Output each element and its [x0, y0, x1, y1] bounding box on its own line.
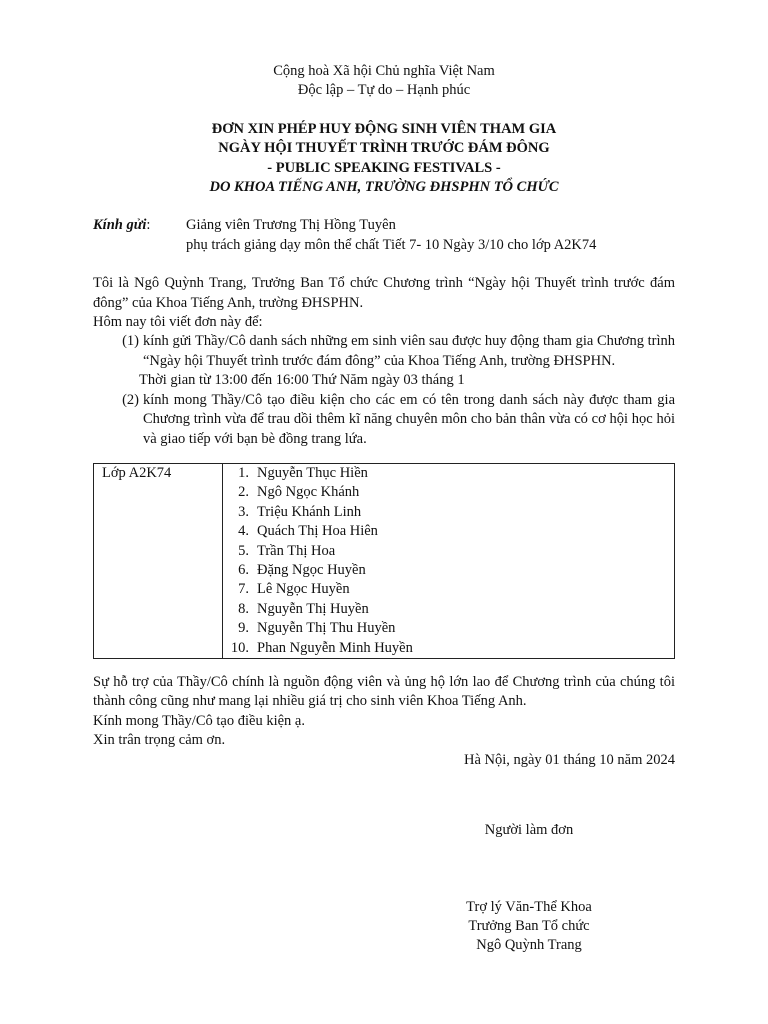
nation-header: Cộng hoà Xã hội Chủ nghĩa Việt Nam [273, 63, 495, 79]
table-row: 8. Nguyễn Thị Huyền [238, 600, 369, 617]
salutation-body [186, 216, 596, 255]
salutation [93, 216, 675, 255]
title-line-2: NGÀY HỘI THUYẾT TRÌNH TRƯỚC ĐÁM ĐÔNG [218, 140, 550, 157]
intro-paragraph: Tôi là Ngô Quỳnh Trang, Trưởng Ban Tổ chức Chương trình “Ngày hội Thuyết trình trước đám đông” của Khoa Tiếng Anh, trường ĐHSPHN. [93, 275, 675, 311]
signer-name: Ngô Quỳnh Trang [476, 937, 582, 953]
signer-title-1: Trợ lý Văn-Thể Khoa [466, 899, 592, 915]
table-row: 6. Đặng Ngọc Huyền [238, 561, 366, 578]
closing-paragraph: Sự hỗ trợ của Thầy/Cô chính là nguồn động viên và ủng hộ lớn lao để Chương trình của chúng tôi thành công cũng như mang lại nhiều giá trị cho sinh viên Khoa Tiếng Anh. [93, 673, 675, 710]
closing-request: Kính mong Thầy/Cô tạo điều kiện ạ. [93, 712, 305, 729]
request-list [93, 332, 675, 448]
recipient: Giảng viên Trương Thị Hồng Tuyên [186, 217, 396, 234]
date-line: Hà Nội, ngày 01 tháng 10 năm 2024 [463, 751, 675, 768]
table-row: 3. Triệu Khánh Linh [238, 503, 362, 520]
recipient-detail: phụ trách giảng dạy môn thể chất Tiết 7- 10 Ngày 3/10 cho lớp A2K74 [186, 236, 597, 253]
closing-thanks: Xin trân trọng cảm ơn. [93, 732, 226, 749]
student-list [223, 463, 675, 658]
event-time: Thời gian từ 13:00 đến 16:00 Thứ Năm ngày 03 tháng 1 [139, 372, 465, 389]
intro-purpose: Hôm nay tôi viết đơn này để: [93, 314, 263, 331]
motto: Độc lập – Tự do – Hạnh phúc [297, 82, 471, 99]
class-name: Lớp A2K74 [94, 463, 223, 658]
table-row: 2. Ngô Ngọc Khánh [238, 484, 360, 501]
table-row: 7. Lê Ngọc Huyền [238, 581, 350, 598]
salutation-label: Kính gửi: [93, 217, 151, 234]
list-item: (1) kính gửi Thầy/Cô danh sách những em sinh viên sau được huy động tham gia Chương trình “Ngày hội Thuyết trình trước đám đông” của Khoa Tiếng Anh, trường ĐHSPHN. [122, 333, 675, 369]
table-row: 1. Nguyễn Thục Hiền [238, 464, 368, 481]
table-row: 10. Phan Nguyễn Minh Huyền [230, 639, 413, 656]
document-page [93, 62, 675, 770]
table-row: 5. Trần Thị Hoa [238, 542, 336, 559]
title-line-4: DO KHOA TIẾNG ANH, TRƯỜNG ĐHSPHN TỔ CHỨC [209, 179, 559, 196]
student-table [93, 463, 675, 659]
title-line-3: - PUBLIC SPEAKING FESTIVALS - [267, 159, 501, 176]
table-row: 9. Nguyễn Thị Thu Huyền [238, 620, 396, 637]
title-line-1: ĐƠN XIN PHÉP HUY ĐỘNG SINH VIÊN THAM GIA [211, 120, 557, 137]
list-item: (2) kính mong Thầy/Cô tạo điều kiện cho các em có tên trong danh sách này được tham gia Chương trình vừa để trau dồi thêm kĩ năng chuyên môn cho bản thân vừa có cơ hội học hỏi và giao tiếp với bạn bè đồng trang lứa. [122, 391, 675, 447]
applicant-label: Người làm đơn [484, 822, 574, 838]
table-row: 4. Quách Thị Hoa Hiên [238, 523, 378, 540]
signer-title-2: Trưởng Ban Tổ chức [468, 918, 590, 934]
